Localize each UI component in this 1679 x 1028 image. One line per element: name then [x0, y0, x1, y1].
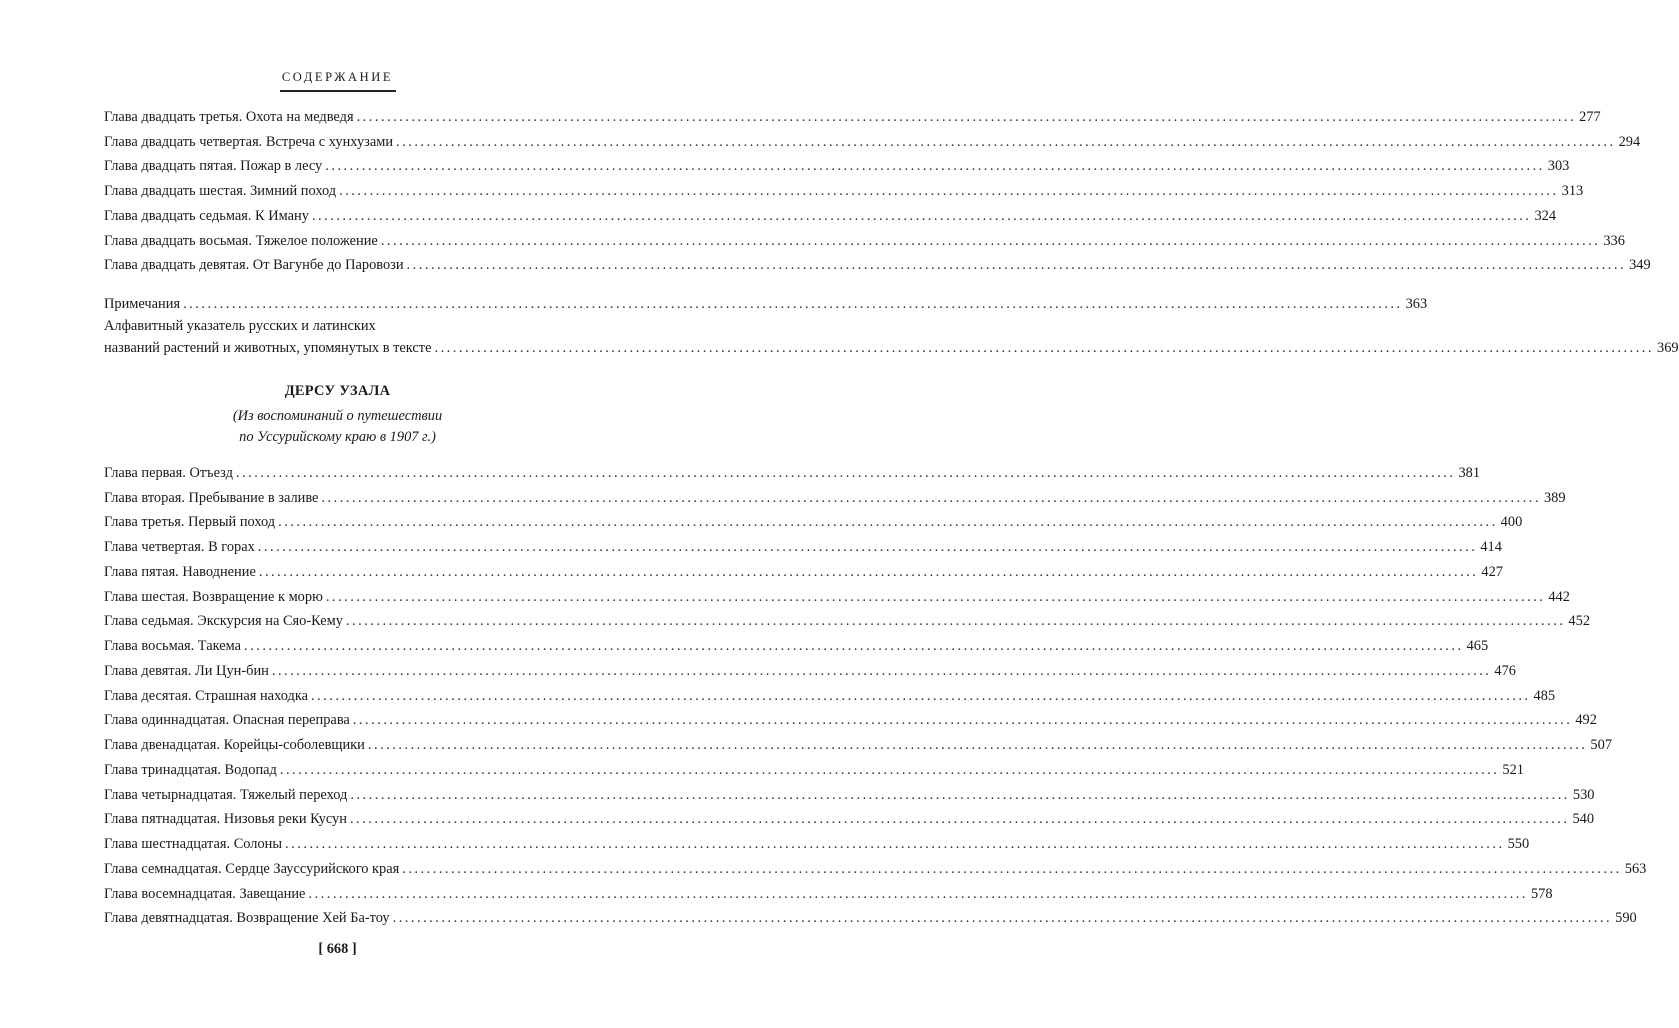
toc-appendix	[104, 288, 1679, 357]
toc-entry[interactable]	[104, 804, 1595, 829]
leader-dots: ........................................................................................................................................................................................................	[367, 737, 1588, 753]
toc-entry-page: 400	[1500, 514, 1523, 531]
toc-entry-page: 427	[1481, 563, 1503, 580]
toc-entry-title: Глава двадцать шестая. Зимний поход	[104, 183, 337, 199]
toc-entry-title: Глава двадцать третья. Охота на медведя	[104, 108, 354, 125]
toc-entry-title: Глава четырнадцатая. Тяжелый переход	[104, 786, 348, 803]
leader-dots: ........................................................................................................................................................................................................	[244, 638, 1464, 654]
toc-entry-title-line2: названий растений и животных, упомянутых в тексте	[104, 339, 432, 356]
toc-list-part2	[104, 457, 1647, 927]
toc-entry[interactable]	[104, 531, 1502, 556]
leader-dots: ........................................................................................................................................................................................................	[279, 761, 1500, 778]
toc-entry-title: Глава шестнадцатая. Солоны	[104, 836, 283, 852]
toc-entry[interactable]	[104, 680, 1556, 705]
leader-dots: ........................................................................................................................................................................................................	[392, 910, 1613, 927]
toc-entry[interactable]	[104, 705, 1597, 730]
toc-entry-title: Глава пятнадцатая. Низовья реки Кусун	[104, 811, 347, 828]
running-header-title: СОДЕРЖАНИЕ	[281, 70, 394, 84]
toc-entry-notes[interactable]	[104, 288, 1428, 313]
leader-dots: ........................................................................................................................................................................................................	[278, 514, 1498, 531]
leader-dots: ........................................................................................................................................................................................................	[325, 158, 1545, 175]
toc-entry[interactable]	[104, 556, 1503, 581]
toc-entry-title: Глава первая. Отъезд	[104, 464, 233, 481]
toc-entry-page: 521	[1502, 761, 1524, 778]
toc-entry-title: Примечания	[104, 295, 181, 312]
toc-entry-title: Глава одиннадцатая. Опасная переправа	[104, 712, 350, 729]
leader-dots: ........................................................................................................................................................................................................	[183, 295, 1403, 312]
toc-entry-title: Глава шестая. Возвращение к морю	[104, 588, 323, 605]
toc-entry-title: Глава двадцать седьмая. К Иману	[104, 207, 309, 224]
toc-entry-title: Глава двадцать девятая. От Вагунбе до Паровози	[104, 257, 404, 274]
leader-dots: ........................................................................................................................................................................................................	[349, 811, 1570, 828]
toc-entry-title-line1: Алфавитный указатель русских и латинских	[104, 317, 376, 334]
toc-entry-title: Глава третья. Первый поход	[104, 514, 276, 531]
toc-entry[interactable]	[104, 606, 1591, 631]
toc-entry[interactable]	[104, 853, 1647, 878]
toc-entry-page: 369	[1657, 339, 1679, 356]
leader-dots: ........................................................................................................................................................................................................	[402, 860, 1622, 877]
toc-entry-page: 550	[1507, 836, 1530, 852]
leader-dots: ........................................................................................................................................................................................................	[271, 662, 1492, 679]
toc-entry-page: 442	[1548, 588, 1570, 605]
leader-dots: ........................................................................................................................................................................................................	[311, 207, 1532, 224]
toc-entry[interactable]	[104, 250, 1651, 275]
toc-entry-page: 507	[1590, 737, 1613, 753]
toc-entry-page: 578	[1530, 885, 1553, 902]
leader-dots: ........................................................................................................................................................................................................	[352, 712, 1573, 729]
page-number: [ 668 ]	[318, 941, 357, 957]
toc-entry[interactable]	[104, 878, 1553, 903]
toc-entry[interactable]	[104, 200, 1557, 225]
toc-entry[interactable]	[104, 151, 1570, 176]
toc-entry[interactable]	[104, 482, 1566, 507]
section-subtitle-line2: по Уссурийскому краю в 1907 г.)	[239, 429, 436, 445]
leader-dots: ........................................................................................................................................................................................................	[285, 836, 1505, 852]
section-heading: ДЕРСУ УЗАЛА	[284, 383, 391, 399]
toc-entry-page: 324	[1534, 207, 1557, 224]
leader-dots: ........................................................................................................................................................................................................	[308, 885, 1528, 902]
toc-entry-title: Глава двадцать пятая. Пожар в лесу	[104, 158, 323, 175]
section-subtitle-line1: (Из воспоминаний о путешествии	[232, 408, 443, 424]
toc-entry-title: Глава двадцать восьмая. Тяжелое положение	[104, 232, 378, 249]
toc-entry-title: Глава четвертая. В горах	[104, 539, 255, 555]
toc-entry[interactable]	[104, 754, 1524, 779]
toc-entry-page: 389	[1543, 489, 1566, 506]
toc-entry-title: Глава тринадцатая. Водопад	[104, 761, 277, 778]
leader-dots: ........................................................................................................................................................................................................	[235, 464, 1456, 481]
leader-dots: ........................................................................................................................................................................................................	[257, 539, 1478, 555]
toc-entry[interactable]	[104, 101, 1601, 126]
toc-entry-title: Глава семнадцатая. Сердце Зауссурийского края	[104, 860, 400, 877]
toc-entry[interactable]	[104, 779, 1595, 804]
toc-entry[interactable]	[104, 457, 1481, 482]
leader-dots: ........................................................................................................................................................................................................	[258, 563, 1479, 580]
toc-entry-page: 540	[1572, 811, 1595, 828]
toc-entry-page: 530	[1572, 786, 1595, 803]
toc-entry[interactable]	[104, 903, 1637, 928]
toc-entry-title: Глава седьмая. Экскурсия на Сяо-Кему	[104, 613, 343, 630]
toc-entry[interactable]	[104, 126, 1641, 151]
toc-entry[interactable]	[104, 225, 1625, 250]
leader-dots: ........................................................................................................................................................................................................	[406, 257, 1627, 274]
toc-entry-page: 492	[1575, 712, 1597, 729]
toc-entry[interactable]	[104, 581, 1570, 606]
leader-dots: ........................................................................................................................................................................................................	[310, 687, 1531, 704]
toc-entry-title: Глава двадцать четвертая. Встреча с хунхузами	[104, 133, 394, 150]
toc-entry[interactable]	[104, 729, 1613, 754]
leader-dots: ........................................................................................................................................................................................................	[325, 588, 1546, 605]
toc-entry-page: 349	[1629, 257, 1651, 274]
header-rule	[280, 90, 396, 92]
toc-entry-title: Глава восьмая. Такема	[104, 638, 242, 654]
toc-entry-title: Глава вторая. Пребывание в заливе	[104, 489, 319, 506]
toc-entry-page: 476	[1494, 662, 1516, 679]
leader-dots: ........................................................................................................................................................................................................	[380, 232, 1601, 249]
toc-entry[interactable]	[104, 828, 1530, 853]
toc-entry[interactable]	[104, 175, 1584, 200]
toc-entry-page: 363	[1405, 295, 1428, 312]
toc-entry-page: 414	[1480, 539, 1502, 555]
toc-entry[interactable]	[104, 630, 1489, 655]
toc-entry-page: 277	[1579, 108, 1601, 125]
toc-list-part1	[104, 101, 1651, 274]
leader-dots: ........................................................................................................................................................................................................	[356, 108, 1577, 125]
toc-entry-title: Глава двенадцатая. Корейцы-соболевщики	[104, 737, 365, 753]
toc-entry-title: Глава девятая. Ли Цун-бин	[104, 662, 269, 679]
toc-entry-page: 336	[1603, 232, 1625, 249]
toc-entry[interactable]	[104, 655, 1516, 680]
running-header	[0, 70, 675, 92]
toc-entry-page: 485	[1533, 687, 1556, 704]
toc-entry-page: 313	[1561, 183, 1584, 199]
toc-entry-index[interactable]	[104, 313, 1679, 357]
leader-dots: ........................................................................................................................................................................................................	[321, 489, 1541, 506]
toc-entry-page: 452	[1568, 613, 1591, 630]
toc-entry-page: 590	[1615, 910, 1637, 927]
leader-dots: ........................................................................................................................................................................................................	[339, 183, 1559, 199]
toc-entry-page: 303	[1547, 158, 1570, 175]
toc-entry-page: 465	[1466, 638, 1489, 654]
leader-dots: ........................................................................................................................................................................................................	[434, 339, 1654, 356]
toc-entry-title: Глава восемнадцатая. Завещание	[104, 885, 306, 902]
leader-dots: ........................................................................................................................................................................................................	[345, 613, 1566, 630]
toc-entry-page: 381	[1458, 464, 1481, 481]
toc-entry-title: Глава девятнадцатая. Возвращение Хей Ба-тоу	[104, 910, 390, 927]
leader-dots: ........................................................................................................................................................................................................	[396, 133, 1616, 150]
leader-dots: ........................................................................................................................................................................................................	[350, 786, 1570, 803]
section-subtitle	[0, 406, 675, 448]
toc-entry-title: Глава десятая. Страшная находка	[104, 687, 308, 704]
toc-entry[interactable]	[104, 507, 1523, 532]
toc-entry-page: 563	[1624, 860, 1647, 877]
toc-entry-title: Глава пятая. Наводнение	[104, 563, 256, 580]
toc-entry-page: 294	[1618, 133, 1641, 150]
